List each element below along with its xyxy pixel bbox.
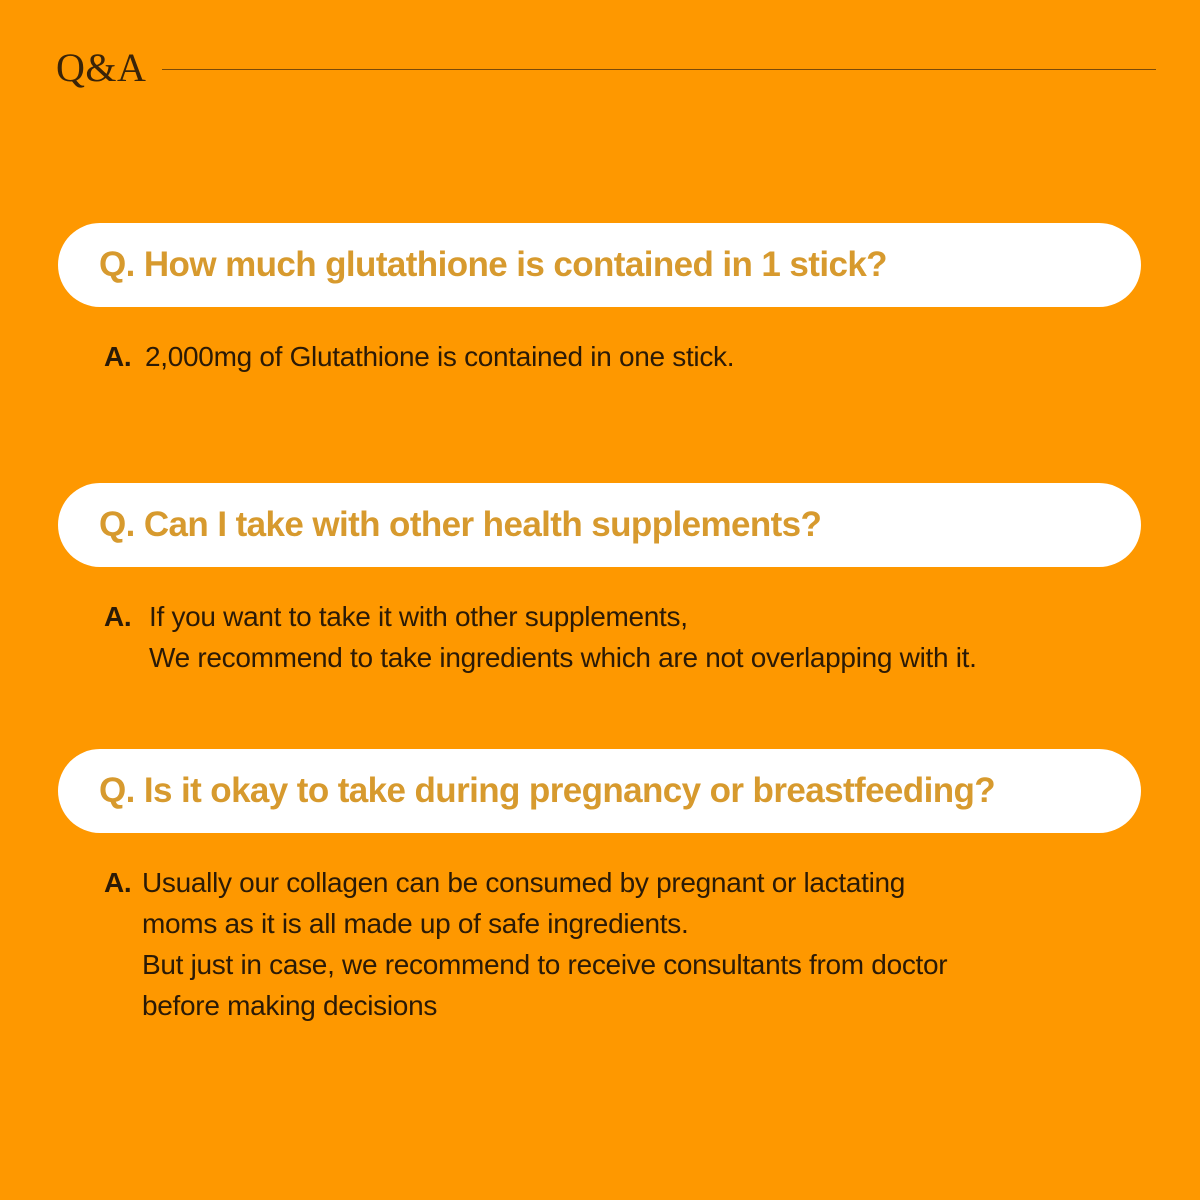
question-text: Q. Is it okay to take during pregnancy or breastfeeding? [99,771,996,810]
answer-prefix: A. [104,601,132,632]
answer-line: 2,000mg of Glutathione is contained in one stick. [145,341,735,372]
answer-prefix: A. [104,867,132,898]
question-card-3 [58,749,1141,833]
answer-line: Usually our collagen can be consumed by pregnant or lactating [142,867,906,898]
answer-text [142,862,947,1026]
header-divider [162,69,1156,70]
answer-line: moms as it is all made up of safe ingredients. [142,908,689,939]
question-text: Q. Can I take with other health supplements? [99,505,822,544]
page-title: Q&A [56,45,147,90]
answer-text [149,596,977,678]
answer-line: But just in case, we recommend to receive consultants from doctor [142,949,948,980]
answer-line: We recommend to take ingredients which are not overlapping with it. [149,642,977,673]
question-card-2 [58,483,1141,567]
question-text: Q. How much glutathione is contained in 1 stick? [99,245,887,284]
answer-line: before making decisions [142,990,438,1021]
answer-text [145,336,734,377]
answer-line: If you want to take it with other supplements, [149,601,688,632]
answer-prefix: A. [104,341,132,372]
page-header [56,40,1156,100]
question-card-1 [58,223,1141,307]
